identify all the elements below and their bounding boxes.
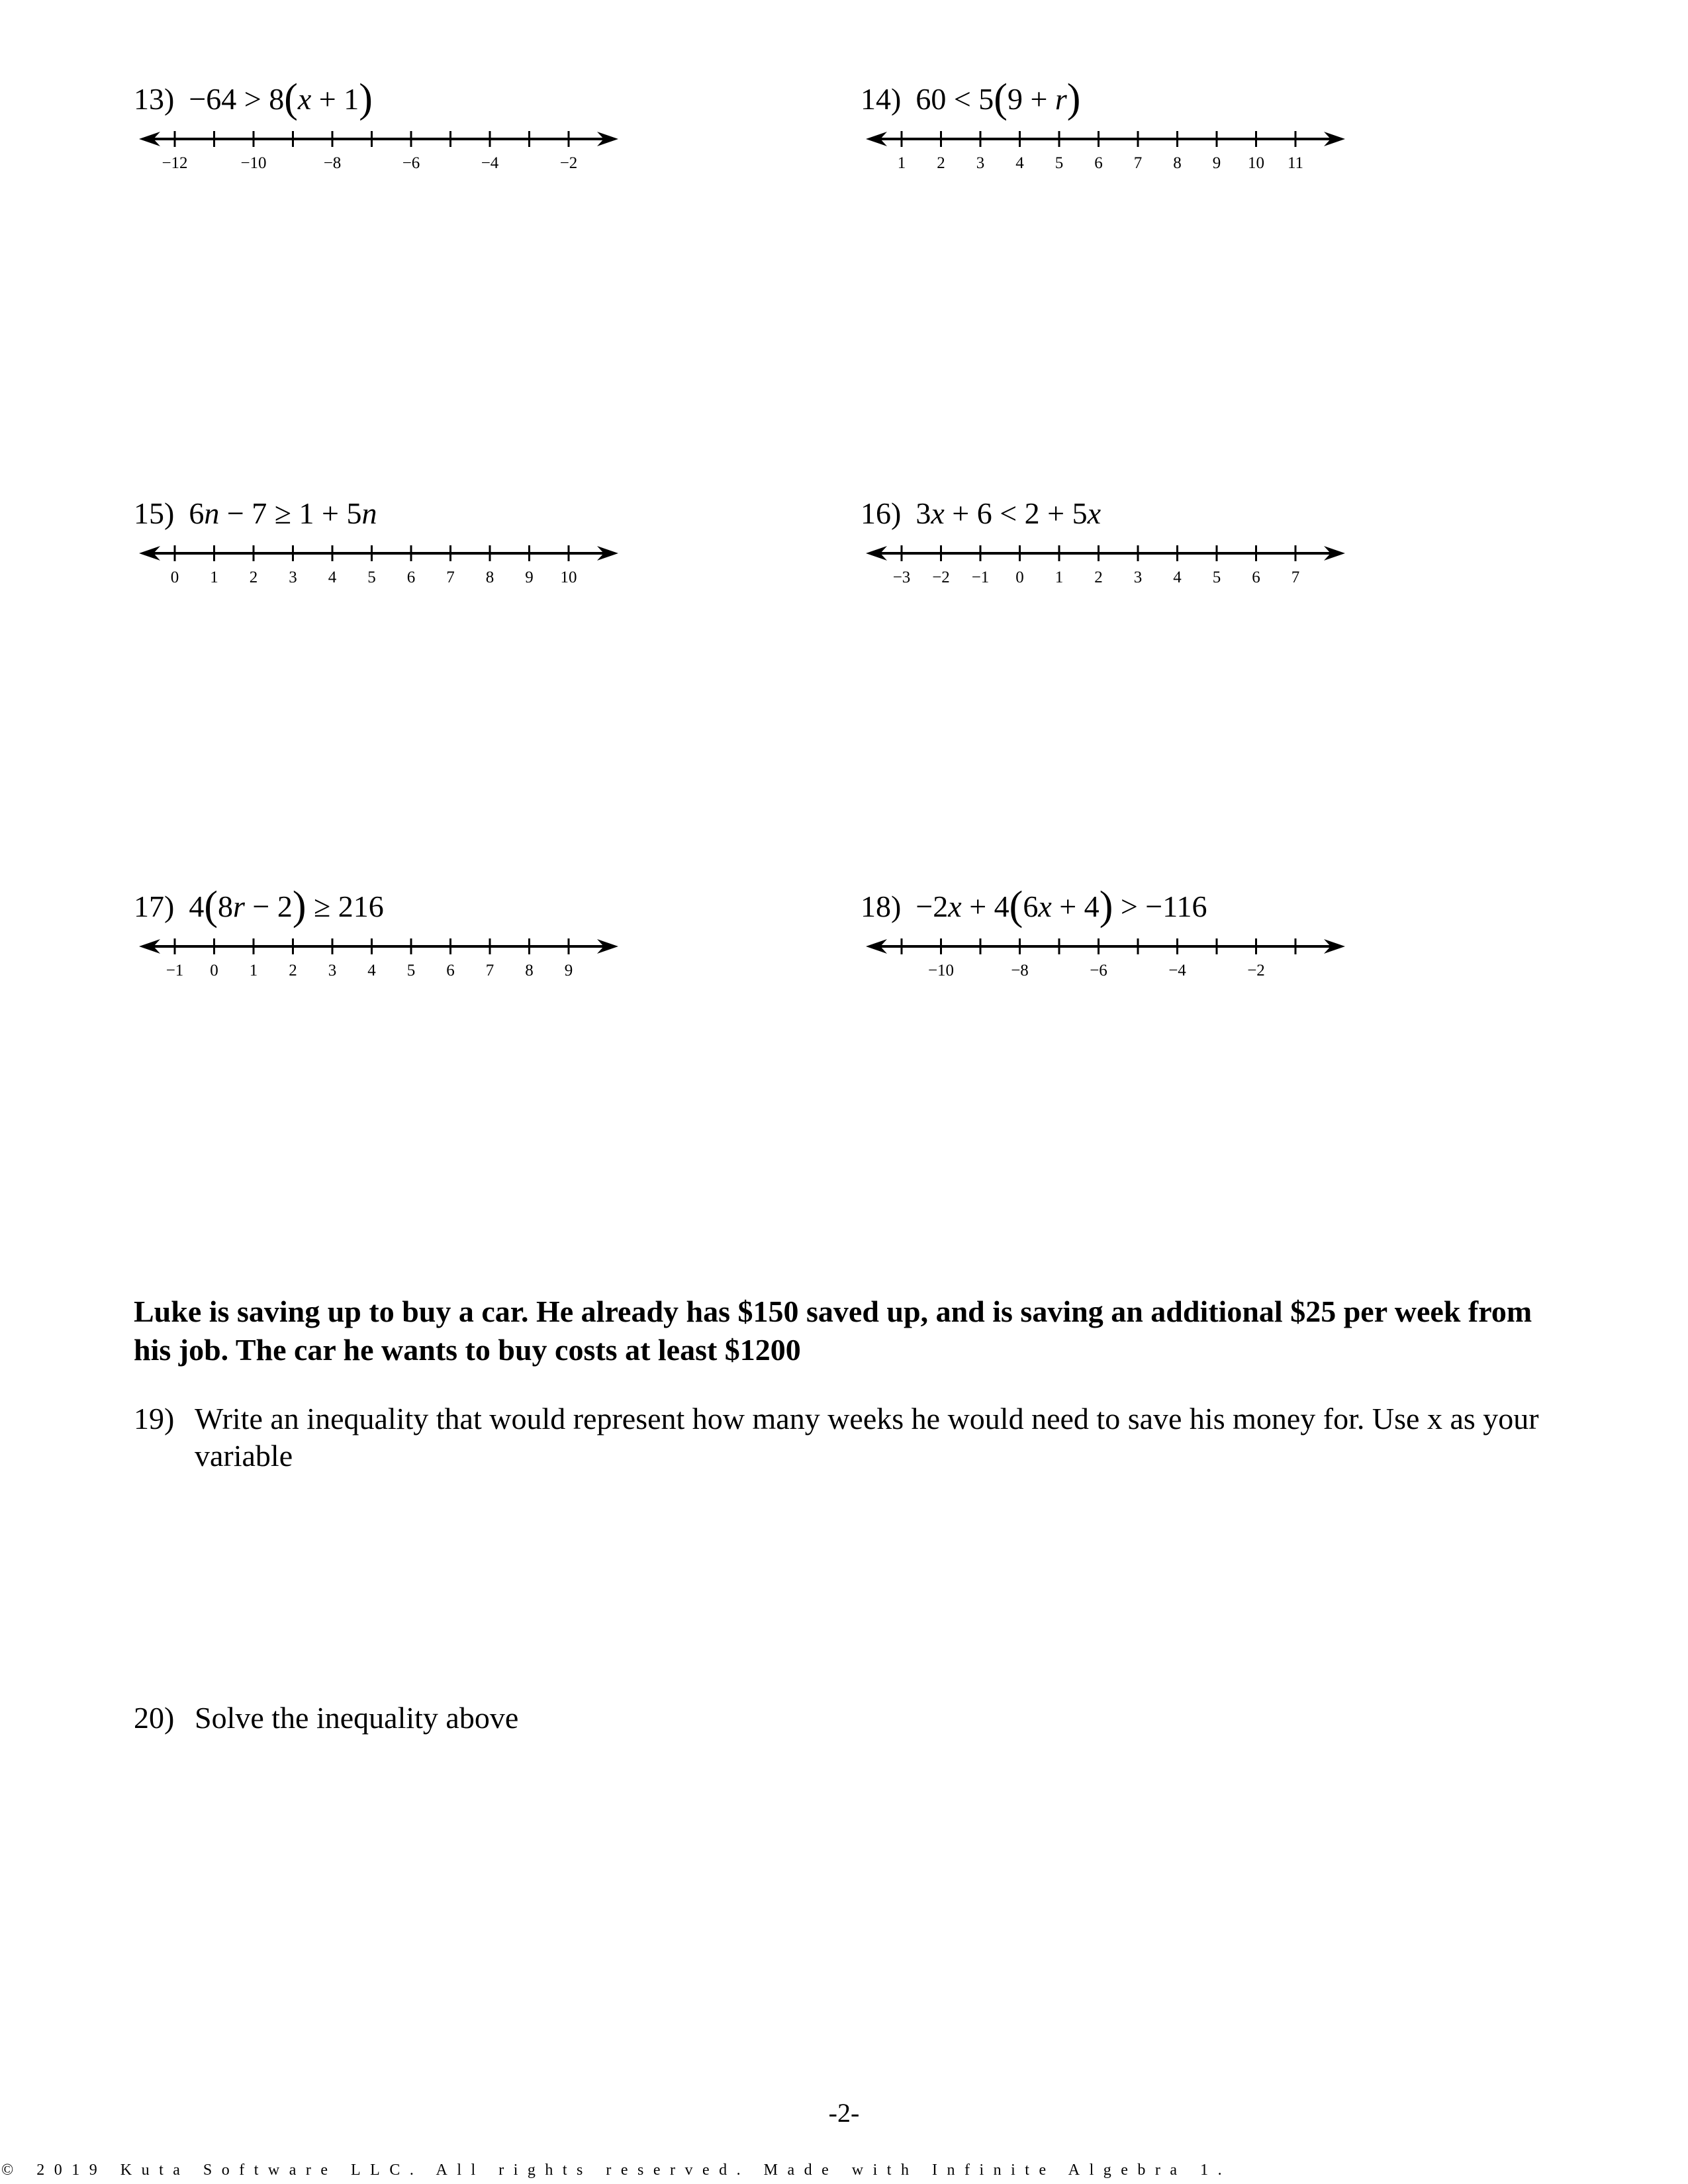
- inequality-expression: [189, 884, 384, 929]
- tick-label: −1: [165, 962, 184, 979]
- number-line: [861, 124, 1350, 177]
- inequality-expression: [189, 494, 377, 533]
- tick-label: 7: [1133, 154, 1143, 172]
- problem-number: 17): [134, 889, 175, 923]
- tick-label: 6: [406, 569, 416, 586]
- variable: x: [948, 889, 962, 923]
- tick-label: 3: [289, 569, 297, 586]
- tick-label: −2: [1247, 962, 1265, 979]
- question-number: 20): [134, 1701, 175, 1735]
- inequality-expression: [915, 76, 1081, 121]
- problem-number: 16): [861, 496, 902, 530]
- inequality-expression: [915, 884, 1207, 929]
- parenthesis: (: [1009, 884, 1023, 929]
- tick-label: 0: [210, 962, 218, 979]
- tick-label: 1: [249, 962, 258, 979]
- tick-label: −4: [1168, 962, 1186, 979]
- tick-label: 8: [485, 569, 494, 586]
- number-line: [134, 539, 624, 592]
- tick-label: 2: [937, 154, 945, 172]
- tick-label: 7: [485, 962, 494, 979]
- expression-part: + 6 < 2 + 5: [944, 496, 1088, 530]
- number-line: [861, 539, 1350, 592]
- tick-label: 3: [1133, 569, 1143, 586]
- variable: n: [361, 496, 377, 530]
- number-line: [861, 932, 1350, 985]
- expression-part: −2: [915, 889, 949, 923]
- expression-part: + 1: [311, 82, 359, 116]
- tick-label: 5: [1055, 154, 1064, 172]
- parenthesis: (: [994, 76, 1008, 121]
- tick-label: 9: [525, 569, 534, 586]
- tick-label: 5: [1212, 569, 1221, 586]
- tick-label: 10: [1248, 154, 1264, 172]
- tick-label: 1: [210, 569, 218, 586]
- number-line: [134, 932, 624, 985]
- tick-label: −2: [559, 154, 578, 172]
- question-text: Write an inequality that would represent how many weeks he would need to save his money for. Use x as your variable: [195, 1402, 1539, 1473]
- expression-part: −64 > 8: [189, 82, 285, 116]
- inequality-expression: [189, 76, 373, 121]
- tick-label: 3: [328, 962, 337, 979]
- expression-part: 60 < 5: [915, 82, 994, 116]
- tick-label: 1: [897, 154, 906, 172]
- tick-label: −1: [971, 569, 990, 586]
- question-number: 19): [134, 1402, 175, 1435]
- tick-label: 8: [525, 962, 534, 979]
- tick-label: 6: [1094, 154, 1103, 172]
- tick-label: 4: [1173, 569, 1182, 586]
- parenthesis: ): [292, 884, 306, 929]
- tick-label: −6: [1090, 962, 1107, 979]
- tick-label: −8: [1011, 962, 1029, 979]
- tick-label: −12: [162, 154, 188, 172]
- problem-number: 18): [861, 889, 902, 923]
- tick-label: 5: [367, 569, 376, 586]
- tick-label: 6: [1252, 569, 1260, 586]
- tick-label: 9: [564, 962, 573, 979]
- problem-number: 13): [134, 82, 175, 116]
- expression-part: + 4: [961, 889, 1009, 923]
- expression-part: 8: [217, 889, 233, 923]
- variable: n: [204, 496, 220, 530]
- expression-part: > −116: [1113, 889, 1207, 923]
- parenthesis: ): [359, 76, 373, 121]
- tick-label: 0: [1015, 569, 1024, 586]
- question-text: Solve the inequality above: [195, 1701, 519, 1735]
- variable: x: [931, 496, 945, 530]
- tick-label: 9: [1212, 154, 1221, 172]
- tick-label: −2: [932, 569, 950, 586]
- tick-label: −6: [402, 154, 420, 172]
- expression-part: + 4: [1051, 889, 1100, 923]
- parenthesis: ): [1099, 884, 1113, 929]
- problem-number: 15): [134, 496, 175, 530]
- tick-label: 2: [1094, 569, 1103, 586]
- copyright-notice: © 2019 Kuta Software LLC. All rights reserved. Made with Infinite Algebra 1.: [1, 2161, 1232, 2179]
- variable: r: [1055, 82, 1067, 116]
- tick-label: 4: [367, 962, 376, 979]
- tick-label: 2: [289, 962, 297, 979]
- problem-number: 14): [861, 82, 902, 116]
- tick-label: −3: [892, 569, 911, 586]
- tick-label: 3: [976, 154, 985, 172]
- expression-part: − 7 ≥ 1 + 5: [219, 496, 362, 530]
- variable: x: [1038, 889, 1052, 923]
- expression-part: − 2: [244, 889, 293, 923]
- tick-label: −10: [927, 962, 955, 979]
- expression-part: 6: [1023, 889, 1039, 923]
- tick-label: 5: [406, 962, 416, 979]
- tick-label: −4: [481, 154, 499, 172]
- variable: r: [232, 889, 245, 923]
- tick-label: 4: [328, 569, 337, 586]
- tick-label: 7: [446, 569, 455, 586]
- tick-label: 10: [560, 569, 577, 586]
- expression-part: 4: [189, 889, 205, 923]
- variable: x: [297, 82, 312, 116]
- tick-label: 6: [446, 962, 455, 979]
- number-line: [134, 124, 624, 177]
- expression-part: 9 +: [1007, 82, 1055, 116]
- inequality-expression: [915, 494, 1101, 533]
- tick-label: 8: [1173, 154, 1182, 172]
- parenthesis: ): [1066, 76, 1081, 121]
- parenthesis: (: [284, 76, 298, 121]
- tick-label: 0: [170, 569, 179, 586]
- expression-part: ≥ 216: [306, 889, 384, 923]
- word-problem-text: Luke is saving up to buy a car. He already has $150 saved up, and is saving an additional $25 per week from his job. The car he wants to buy costs at least $1200: [134, 1295, 1532, 1367]
- expression-part: 6: [189, 496, 205, 530]
- parenthesis: (: [204, 884, 218, 929]
- tick-label: 11: [1287, 154, 1304, 172]
- tick-label: −10: [240, 154, 267, 172]
- tick-label: 4: [1015, 154, 1024, 172]
- tick-label: 7: [1291, 569, 1300, 586]
- tick-label: 2: [249, 569, 258, 586]
- tick-label: −8: [323, 154, 342, 172]
- tick-label: 1: [1055, 569, 1064, 586]
- expression-part: 3: [915, 496, 931, 530]
- page-number: -2-: [828, 2098, 860, 2128]
- variable: x: [1087, 496, 1101, 530]
